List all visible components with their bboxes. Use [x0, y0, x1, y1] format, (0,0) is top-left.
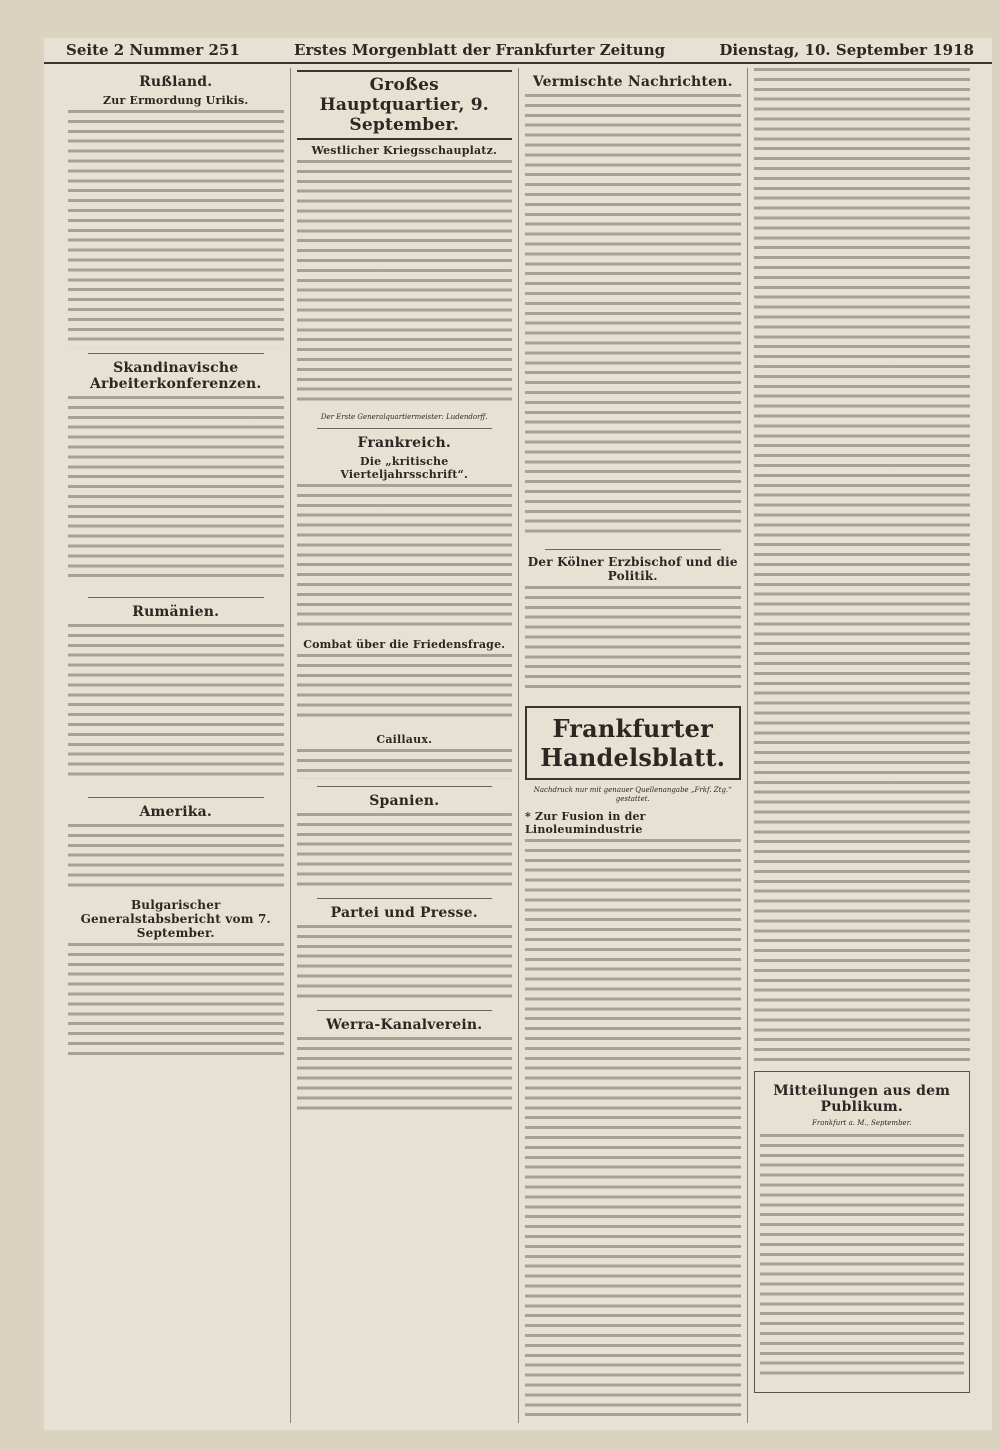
- article-body: [760, 1134, 964, 1384]
- article-body: [68, 943, 284, 1063]
- section-subheading: Caillaux.: [376, 733, 433, 746]
- section-heading: Rußland.: [139, 74, 213, 90]
- section-heading: Spanien.: [369, 793, 440, 809]
- section-heading: Partei und Presse.: [330, 905, 478, 921]
- page-number: Seite 2 Nummer 251: [66, 41, 240, 59]
- section-subheading: * Zur Fusion in der Linoleumindustrie: [525, 810, 646, 836]
- article-body: [68, 624, 284, 792]
- section-heading: Großes Hauptquartier, 9. September.: [297, 70, 513, 140]
- column-2: [291, 68, 520, 1423]
- section-heading: Frankreich.: [357, 435, 451, 451]
- divider: [88, 597, 264, 598]
- divider: [317, 1010, 493, 1011]
- section-heading: Skandinavische Arbeiterkonferenzen.: [89, 360, 262, 392]
- divider: [317, 428, 493, 429]
- page-header: [44, 38, 992, 64]
- divider: [545, 549, 721, 550]
- publikum-box: [754, 1071, 970, 1393]
- section-heading: Amerika.: [139, 804, 213, 820]
- masthead: Erstes Morgenblatt der Frankfurter Zeitung: [294, 41, 666, 59]
- article-body: [68, 824, 284, 894]
- divider: [88, 353, 264, 354]
- article-body: [297, 160, 513, 410]
- article-body: [297, 813, 513, 893]
- section-heading: Bulgarischer Generalstabsbericht vom 7. September.: [80, 898, 271, 940]
- article-body: [68, 396, 284, 592]
- signature: Der Erste Generalquartiermeister: Ludendorff.: [320, 413, 488, 421]
- section-subheading: Combat über die Friedensfrage.: [303, 638, 506, 651]
- article-body: [297, 925, 513, 1005]
- divider: [88, 797, 264, 798]
- article-body: [297, 484, 513, 634]
- article-body: [754, 68, 970, 1068]
- section-subheading: Frankfurt a. M., September.: [811, 1119, 912, 1127]
- section-heading: Vermischte Nachrichten.: [532, 74, 733, 90]
- article-body: [68, 110, 284, 348]
- section-subheading: Westlicher Kriegsschauplatz.: [311, 144, 498, 157]
- article-body: [525, 839, 741, 1423]
- article-body: [297, 749, 513, 781]
- section-heading: Mitteilungen aus dem Publikum.: [773, 1083, 951, 1115]
- section-heading: Rumänien.: [132, 604, 220, 620]
- article-body: [297, 1037, 513, 1117]
- section-subheading: Die „kritische Vierteljahrsschrift“.: [340, 455, 469, 481]
- column-1: [62, 68, 291, 1423]
- divider: [317, 786, 493, 787]
- column-4: [748, 68, 976, 1423]
- section-subheading: Zur Ermordung Urikis.: [103, 94, 249, 107]
- section-heading: Werra-Kanalverein.: [326, 1017, 483, 1033]
- section-heading: Der Kölner Erzbischof und die Politik.: [527, 555, 738, 583]
- issue-date: Dienstag, 10. September 1918: [719, 41, 974, 59]
- columns: [62, 68, 976, 1423]
- column-3: [519, 68, 748, 1423]
- article-body: [525, 586, 741, 696]
- newspaper-page: [44, 38, 992, 1430]
- divider: [317, 898, 493, 899]
- reprint-note: Nachdruck nur mit genauer Quellenangabe „Frkf. Ztg.“ gestattet.: [533, 786, 732, 803]
- section-heading: Frankfurter Handelsblatt.: [525, 706, 741, 780]
- article-body: [525, 94, 741, 544]
- article-body: [297, 654, 513, 729]
